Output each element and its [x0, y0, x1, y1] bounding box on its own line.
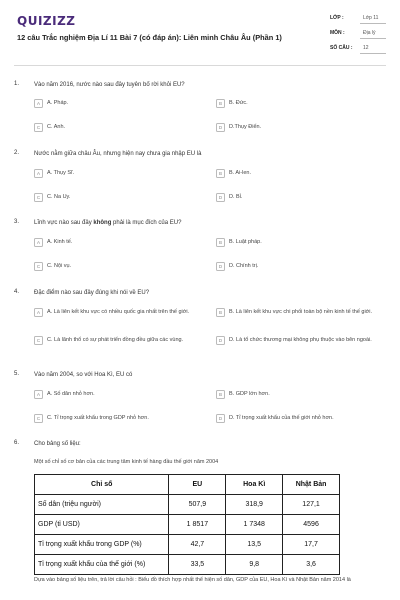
- table-row: [35, 555, 340, 575]
- option-letter: D: [216, 123, 225, 132]
- option-letter: A: [34, 238, 43, 247]
- question-text-pre: Lĩnh vực nào sau đây: [34, 220, 94, 226]
- question-text: Nước nằm giữa châu Âu, nhưng hiện nay chưa gia nhập EU là: [34, 151, 202, 157]
- table-cell: 127,1: [283, 495, 340, 515]
- header-divider: [14, 65, 386, 66]
- option-text: A. Kinh tế.: [47, 239, 73, 245]
- question-number: 5.: [14, 371, 20, 377]
- option-letter: C: [34, 193, 43, 202]
- option-letter: D: [216, 262, 225, 271]
- option-letter: C: [34, 262, 43, 271]
- option-text: B. GDP lớn hơn.: [229, 391, 270, 397]
- option-text: B. Ai-len.: [229, 170, 252, 176]
- option-letter: D: [216, 336, 225, 345]
- meta-count-label: SỐ CÂU :: [330, 45, 353, 51]
- option-text: A. Pháp.: [47, 100, 69, 106]
- table-row: [35, 535, 340, 555]
- worksheet-meta: [330, 15, 386, 60]
- question-number: 2.: [14, 150, 20, 156]
- meta-class-line: [360, 23, 386, 24]
- worksheet-header: [0, 0, 400, 68]
- table-cell: 13,5: [226, 535, 283, 555]
- table-caption: Một số chỉ số cơ bản của các trung tâm kinh tế hàng đầu thế giới năm 2004: [34, 459, 219, 465]
- meta-class: [330, 15, 386, 30]
- option-letter: A: [34, 390, 43, 399]
- question-text: Đặc điểm nào sau đây đúng khi nói về EU?: [34, 290, 150, 296]
- meta-class-value: Lớp 11: [363, 15, 379, 21]
- data-table: [34, 474, 340, 575]
- meta-subject-value: Địa lý: [363, 30, 376, 36]
- question-text-emphasis: không: [93, 220, 112, 226]
- table-cell: 42,7: [169, 535, 226, 555]
- question-text: Cho bảng số liệu:: [34, 441, 81, 447]
- table-cell: 9,8: [226, 555, 283, 575]
- table-cell: 4596: [283, 515, 340, 535]
- meta-subject-line: [360, 38, 386, 39]
- table-cell: 507,9: [169, 495, 226, 515]
- option-letter: A: [34, 99, 43, 108]
- table-header: EU: [169, 475, 226, 495]
- meta-count-value: 12: [363, 45, 369, 51]
- table-cell: Tỉ trọng xuất khẩu trong GDP (%): [35, 535, 169, 555]
- question-number: 6.: [14, 440, 20, 446]
- table-header-row: [35, 475, 340, 495]
- option-text: D. Bỉ.: [229, 194, 243, 200]
- option-letter: B: [216, 390, 225, 399]
- option-letter: A: [34, 308, 43, 317]
- option-letter: A: [34, 169, 43, 178]
- table-cell: GDP (tỉ USD): [35, 515, 169, 535]
- option-letter: D: [216, 193, 225, 202]
- table-cell: 318,9: [226, 495, 283, 515]
- option-text: A. Là liên kết khu vực có nhiều quốc gia nhất trên thế giới.: [47, 309, 190, 315]
- meta-class-label: LỚP :: [330, 15, 344, 21]
- quizizz-logo: QUIZIZZ: [17, 14, 76, 28]
- option-text: D. Chính trị.: [229, 263, 259, 269]
- meta-subject-label: MÔN :: [330, 30, 345, 36]
- option-text: B. Là liên kết khu vực chi phối toàn bộ nền kinh tế thế giới.: [229, 309, 373, 315]
- table-header: Nhật Bản: [283, 475, 340, 495]
- option-text: C. Na Uy.: [47, 194, 71, 200]
- option-text: D. Tỉ trọng xuất khẩu của thế giới nhỏ hơn.: [229, 415, 334, 421]
- option-text: C. Anh.: [47, 124, 66, 130]
- question-text-post: phải là mục đích của EU?: [111, 220, 182, 226]
- meta-subject: [330, 30, 386, 45]
- option-text: A. Thụy Sĩ.: [47, 170, 75, 176]
- worksheet-title: 12 câu Trắc nghiệm Địa Lí 11 Bài 7 (có đáp án): Liên minh Châu Âu (Phần 1): [17, 33, 282, 42]
- option-text: D. Là tổ chức thương mại không phụ thuộc vào bên ngoài.: [229, 337, 372, 343]
- option-letter: B: [216, 238, 225, 247]
- table-cell: 33,5: [169, 555, 226, 575]
- meta-count: [330, 45, 386, 60]
- table-cell: 17,7: [283, 535, 340, 555]
- table-cell: 1 7348: [226, 515, 283, 535]
- option-letter: C: [34, 414, 43, 423]
- table-row: [35, 495, 340, 515]
- option-text: A. Số dân nhỏ hơn.: [47, 391, 95, 397]
- question-text: [34, 219, 384, 227]
- option-letter: B: [216, 99, 225, 108]
- option-text: D.Thụy Điển.: [229, 124, 262, 130]
- option-text: C. Tỉ trọng xuất khẩu trong GDP nhỏ hơn.: [47, 415, 149, 421]
- option-text: C. Nội vụ.: [47, 263, 72, 269]
- option-text: B. Luật pháp.: [229, 239, 262, 245]
- option-text: B. Đức.: [229, 100, 248, 106]
- table-cell: 1 8517: [169, 515, 226, 535]
- option-letter: D: [216, 414, 225, 423]
- question-footer-text: Dựa vào bảng số liệu trên, trả lời câu hỏi : Biểu đồ thích hợp nhất thể hiện số dân, GDP của EU, Hoa Kì và Nhật Bản năm 2014 là: [34, 577, 351, 583]
- question-number: 1.: [14, 81, 20, 87]
- table-header: Hoa Kì: [226, 475, 283, 495]
- table-cell: Số dân (triệu người): [35, 495, 169, 515]
- question-number: 4.: [14, 289, 20, 295]
- table-row: [35, 515, 340, 535]
- meta-count-line: [360, 53, 386, 54]
- table-header: Chỉ số: [35, 475, 169, 495]
- question-text: Vào năm 2004, so với Hoa Kì, EU có: [34, 372, 133, 378]
- option-letter: B: [216, 308, 225, 317]
- option-letter: C: [34, 336, 43, 345]
- table-cell: Tỉ trọng xuất khẩu của thế giới (%): [35, 555, 169, 575]
- question-number: 3.: [14, 219, 20, 225]
- option-letter: C: [34, 123, 43, 132]
- option-letter: B: [216, 169, 225, 178]
- option-text: C. Là lãnh thổ có sự phát triển đồng đều giữa các vùng.: [47, 337, 184, 343]
- question-text: Vào năm 2016, nước nào sau đây tuyên bố rời khỏi EU?: [34, 82, 185, 88]
- table-cell: 3,6: [283, 555, 340, 575]
